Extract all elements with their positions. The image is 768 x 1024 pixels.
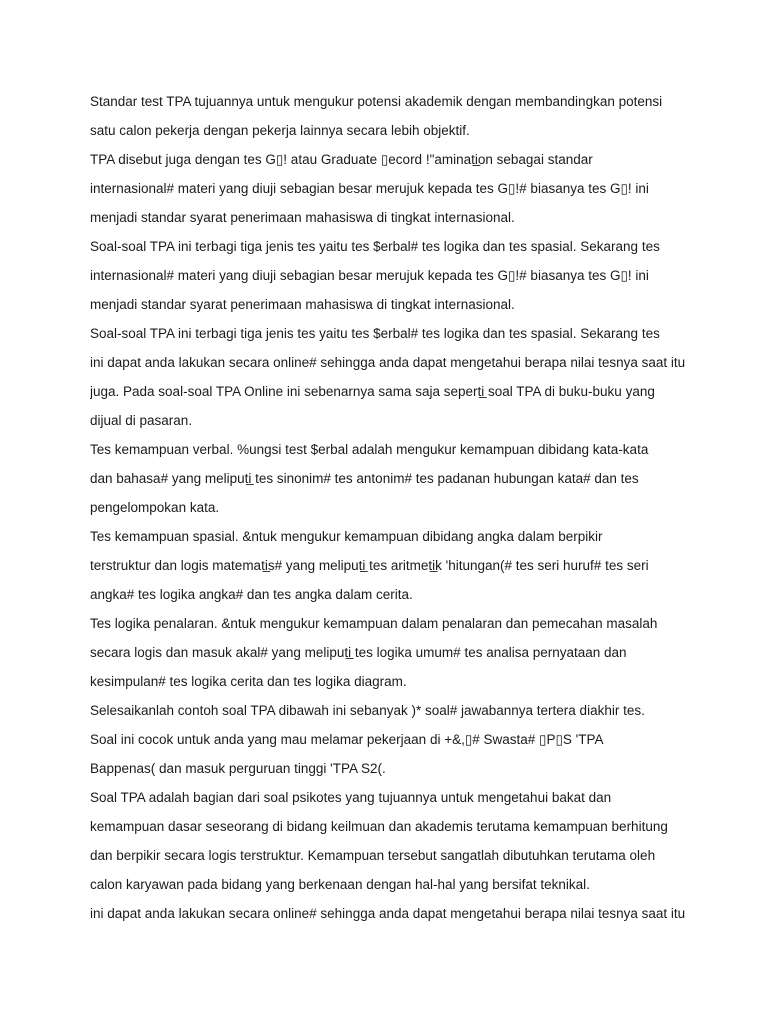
document-body xyxy=(90,92,750,933)
text-line: internasional# materi yang diuji sebagian besar merujuk kepada tes G▯!# biasanya tes G▯! ini xyxy=(90,181,649,196)
text-line: dan bahasa# yang meliputi̲ tes sinonim# tes antonim# tes padanan hubungan kata# dan tes xyxy=(90,471,639,486)
text-line: ini dapat anda lakukan secara online# sehingga anda dapat mengetahui berapa nilai tesnya saat itu xyxy=(90,355,686,370)
text-line: menjadi standar syarat penerimaan mahasiswa di tingkat internasional. xyxy=(90,297,515,312)
text-line: secara logis dan masuk akal# yang meliputi̲ tes logika umum# tes analisa pernyataan dan xyxy=(90,645,627,660)
text-line: kesimpulan# tes logika cerita dan tes logika diagram. xyxy=(90,674,407,689)
text-line: Tes logika penalaran. &ntuk mengukur kemampuan dalam penalaran dan pemecahan masalah xyxy=(90,616,658,631)
text-line: Selesaikanlah contoh soal TPA dibawah ini sebanyak )* soal# jawabannya tertera diakhir tes. xyxy=(90,703,645,718)
text-line: ini dapat anda lakukan secara online# sehingga anda dapat mengetahui berapa nilai tesnya saat itu xyxy=(90,906,686,921)
text-line: Soal TPA adalah bagian dari soal psikotes yang tujuannya untuk mengetahui bakat dan xyxy=(90,790,612,805)
text-line: TPA disebut juga dengan tes G▯! atau Graduate ▯ecord !"aminati̲on sebagai standar xyxy=(90,152,593,167)
text-line: menjadi standar syarat penerimaan mahasiswa di tingkat internasional. xyxy=(90,210,515,225)
text-line: terstruktur dan logis matemati̲s# yang meliputi̲ tes aritmeti̲k 'hitungan(# tes seri huruf# tes seri xyxy=(90,558,649,573)
text-line: Soal-soal TPA ini terbagi tiga jenis tes yaitu tes $erbal# tes logika dan tes spasial. Sekarang tes xyxy=(90,239,660,254)
text-line: angka# tes logika angka# dan tes angka dalam cerita. xyxy=(90,587,413,602)
text-line: satu calon pekerja dengan pekerja lainnya secara lebih objektif. xyxy=(90,123,470,138)
text-line: dijual di pasaran. xyxy=(90,413,193,428)
text-line: Soal-soal TPA ini terbagi tiga jenis tes yaitu tes $erbal# tes logika dan tes spasial. Sekarang tes xyxy=(90,326,660,341)
text-line: Soal ini cocok untuk anda yang mau melamar pekerjaan di +&,▯# Swasta# ▯P▯S 'TPA xyxy=(90,732,604,747)
text-line: Tes kemampuan spasial. &ntuk mengukur kemampuan dibidang angka dalam berpikir xyxy=(90,529,603,544)
text-line: kemampuan dasar seseorang di bidang keilmuan dan akademis terutama kemampuan berhitung xyxy=(90,819,668,834)
text-line: Standar test TPA tujuannya untuk mengukur potensi akademik dengan membandingkan potensi xyxy=(90,94,663,109)
text-line: juga. Pada soal-soal TPA Online ini sebenarnya sama saja seperti̲ soal TPA di buku-buku yang xyxy=(90,384,655,399)
text-line: pengelompokan kata. xyxy=(90,500,220,515)
text-line: Tes kemampuan verbal. %ungsi test $erbal adalah mengukur kemampuan dibidang kata-kata xyxy=(90,442,649,457)
text-line: calon karyawan pada bidang yang berkenaan dengan hal-hal yang bersifat teknikal. xyxy=(90,877,590,892)
text-line: Bappenas( dan masuk perguruan tinggi 'TPA S2(. xyxy=(90,761,386,776)
text-line: dan berpikir secara logis terstruktur. Kemampuan tersebut sangatlah dibutuhkan terutama oleh xyxy=(90,848,656,863)
text-line: internasional# materi yang diuji sebagian besar merujuk kepada tes G▯!# biasanya tes G▯! ini xyxy=(90,268,649,283)
